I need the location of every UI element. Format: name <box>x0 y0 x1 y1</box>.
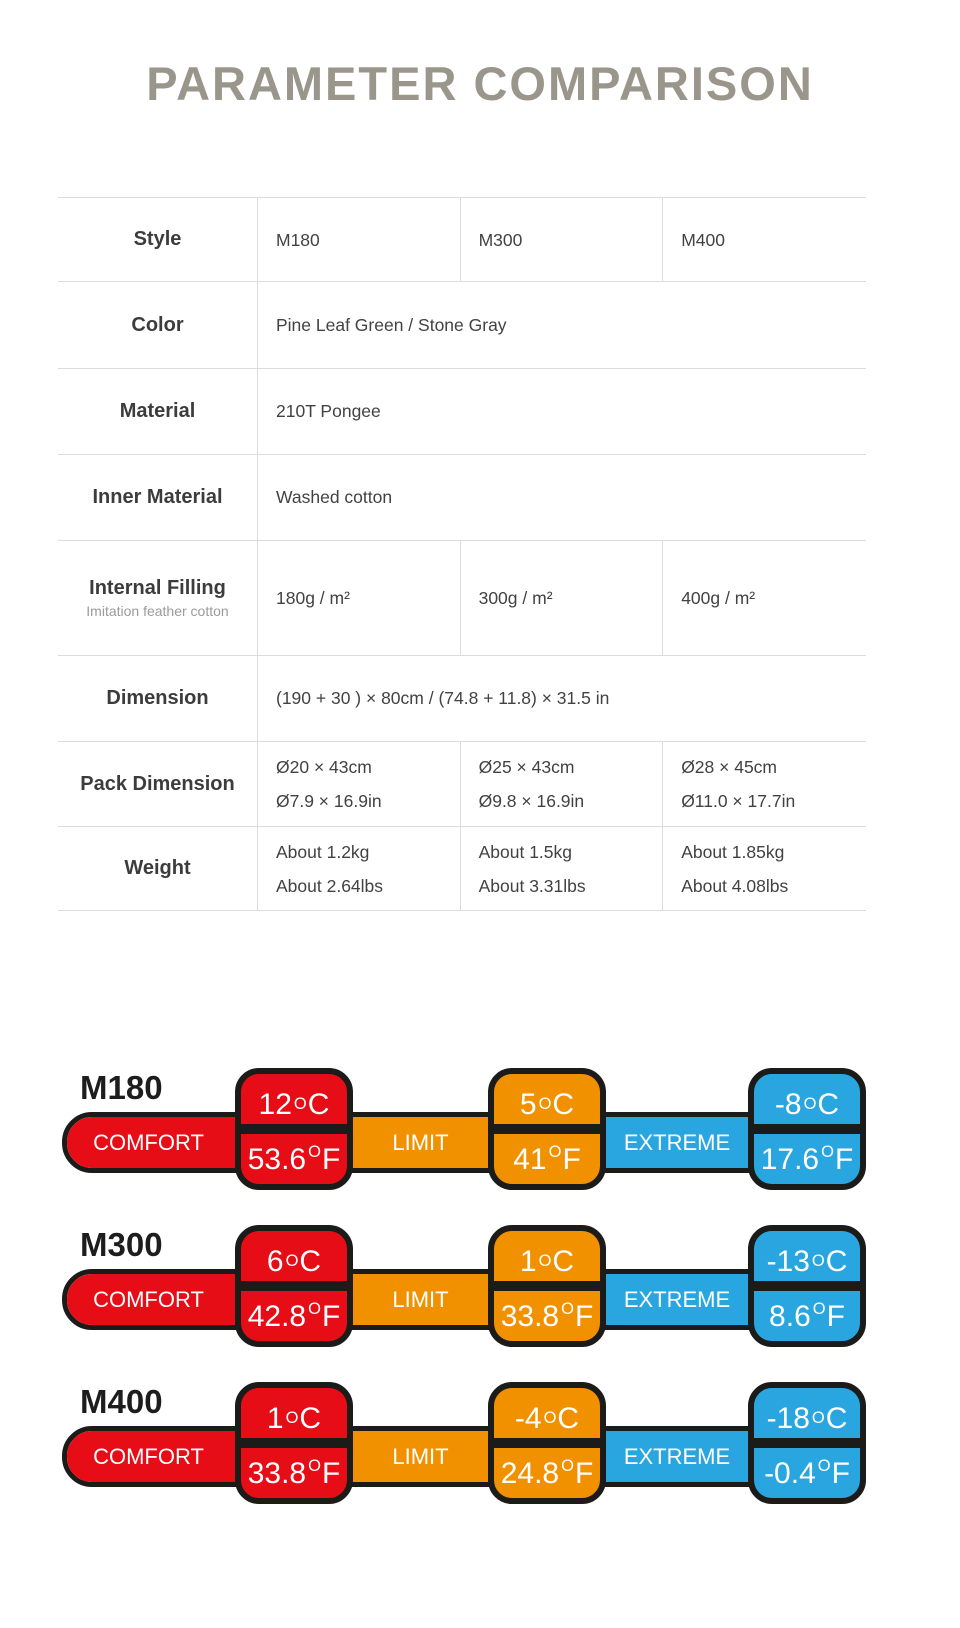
fahrenheit-value: 33.8 O F <box>247 1456 341 1490</box>
row-sublabel: Imitation feather cotton <box>86 603 229 619</box>
celsius-value: 12 O C <box>258 1088 330 1121</box>
extreme-zone-label: EXTREME <box>623 1287 731 1312</box>
limit-temp-tab <box>488 1382 606 1504</box>
degree-symbol: O <box>821 1142 834 1161</box>
degree-symbol: O <box>817 1456 831 1475</box>
degree-symbol: O <box>561 1456 574 1475</box>
degree-symbol: O <box>308 1142 321 1161</box>
tab-divider <box>494 1124 600 1134</box>
tab-divider <box>494 1438 600 1448</box>
tab-divider <box>754 1281 860 1291</box>
tab-divider <box>241 1438 347 1448</box>
temp-rating-row-m300 <box>0 1225 960 1360</box>
fahrenheit-value: 42.8 O F <box>247 1299 341 1333</box>
degree-symbol: O <box>543 1409 557 1428</box>
spec-table <box>58 197 866 911</box>
tab-divider <box>494 1281 600 1291</box>
fahrenheit-value: -0.4 O F <box>764 1456 850 1490</box>
comfort-temp-tab <box>235 1382 353 1504</box>
row-label: Weight <box>58 827 258 910</box>
degree-symbol: O <box>285 1409 299 1428</box>
table-cell: Ø28 × 45cm Ø11.0 × 17.7in <box>681 757 796 811</box>
table-cell: Ø25 × 43cm Ø9.8 × 16.9in <box>461 742 664 826</box>
table-cell: About 1.2kg About 2.64lbs <box>258 827 461 910</box>
celsius-value: -18 O C <box>766 1402 848 1435</box>
table-cell: About 1.85kg About 4.08lbs <box>681 841 789 896</box>
comfort-zone-label: COMFORT <box>93 1444 204 1469</box>
limit-zone-label: LIMIT <box>392 1130 449 1155</box>
extreme-temp-tab <box>748 1225 866 1347</box>
row-label: Style <box>58 198 258 281</box>
row-label: Pack Dimension <box>58 742 258 826</box>
table-cell: Pine Leaf Green / Stone Gray <box>276 314 507 335</box>
temp-rating-row-m400 <box>0 1382 960 1517</box>
model-name: M180 <box>80 1069 163 1106</box>
temp-rating-row-m180 <box>0 1068 960 1203</box>
table-cell: M180 <box>258 198 461 281</box>
row-label: Internal Filling Imitation feather cotton <box>58 541 258 655</box>
tab-divider <box>241 1124 347 1134</box>
celsius-value: -13 O C <box>766 1245 848 1278</box>
degree-symbol: O <box>285 1252 299 1271</box>
table-row-style <box>58 197 866 281</box>
degree-symbol: O <box>293 1095 307 1114</box>
fahrenheit-value: 53.6 O F <box>247 1142 341 1176</box>
celsius-value: 5 O C <box>519 1088 575 1121</box>
table-cell: 400g / m² <box>681 588 756 608</box>
table-row-pack-dimension <box>58 741 866 826</box>
table-cell: 180g / m² <box>258 541 461 655</box>
celsius-value: 6 O C <box>266 1245 322 1278</box>
model-name: M400 <box>80 1383 163 1420</box>
degree-symbol: O <box>538 1095 552 1114</box>
table-cell: About 1.5kg About 3.31lbs <box>461 827 664 910</box>
celsius-value: -4 O C <box>514 1402 580 1435</box>
limit-zone-label: LIMIT <box>392 1444 449 1469</box>
row-label: Dimension <box>58 656 258 741</box>
degree-symbol: O <box>538 1252 552 1271</box>
comfort-temp-tab <box>235 1068 353 1190</box>
fahrenheit-value: 24.8 O F <box>500 1456 594 1490</box>
limit-temp-tab <box>488 1225 606 1347</box>
row-label: Material <box>58 369 258 454</box>
degree-symbol: O <box>811 1252 825 1271</box>
table-cell: 210T Pongee <box>276 401 381 421</box>
table-row-weight <box>58 826 866 911</box>
limit-temp-tab <box>488 1068 606 1190</box>
fahrenheit-value: 33.8 O F <box>500 1299 594 1333</box>
table-row-material <box>58 368 866 454</box>
extreme-zone-label: EXTREME <box>623 1130 731 1155</box>
table-row-dimension <box>58 655 866 741</box>
degree-symbol: O <box>812 1299 826 1318</box>
comfort-zone-label: COMFORT <box>93 1287 204 1312</box>
extreme-temp-tab <box>748 1068 866 1190</box>
celsius-value: -8 O C <box>774 1088 840 1121</box>
fahrenheit-value: 8.6 O F <box>769 1299 845 1333</box>
table-cell: Ø20 × 43cm Ø7.9 × 16.9in <box>258 742 461 826</box>
table-cell: Washed cotton <box>276 487 393 507</box>
limit-zone-label: LIMIT <box>392 1287 449 1312</box>
celsius-value: 1 O C <box>266 1402 322 1435</box>
table-cell: M300 <box>461 198 664 281</box>
comfort-temp-tab <box>235 1225 353 1347</box>
degree-symbol: O <box>811 1409 825 1428</box>
table-cell: M400 <box>681 229 725 250</box>
row-label: Inner Material <box>58 455 258 540</box>
table-cell: (190 + 30 ) × 80cm / (74.8 + 11.8) × 31.5 in <box>276 688 610 708</box>
comfort-zone-label: COMFORT <box>93 1130 204 1155</box>
table-row-internal-filling <box>58 540 866 655</box>
degree-symbol: O <box>803 1095 817 1114</box>
fahrenheit-value: 41 O F <box>513 1142 581 1176</box>
degree-symbol: O <box>561 1299 574 1318</box>
model-name: M300 <box>80 1226 163 1263</box>
extreme-temp-tab <box>748 1382 866 1504</box>
degree-symbol: O <box>308 1456 321 1475</box>
tab-divider <box>754 1438 860 1448</box>
tab-divider <box>241 1281 347 1291</box>
extreme-zone-label: EXTREME <box>623 1444 731 1469</box>
page-title: PARAMETER COMPARISON <box>146 57 814 110</box>
degree-symbol: O <box>548 1142 562 1161</box>
table-cell: 300g / m² <box>461 541 664 655</box>
table-row-inner-material <box>58 454 866 540</box>
celsius-value: 1 O C <box>519 1245 575 1278</box>
table-row-color <box>58 281 866 368</box>
degree-symbol: O <box>308 1299 321 1318</box>
fahrenheit-value: 17.6 O F <box>760 1142 854 1176</box>
tab-divider <box>754 1124 860 1134</box>
row-label: Color <box>58 282 258 368</box>
